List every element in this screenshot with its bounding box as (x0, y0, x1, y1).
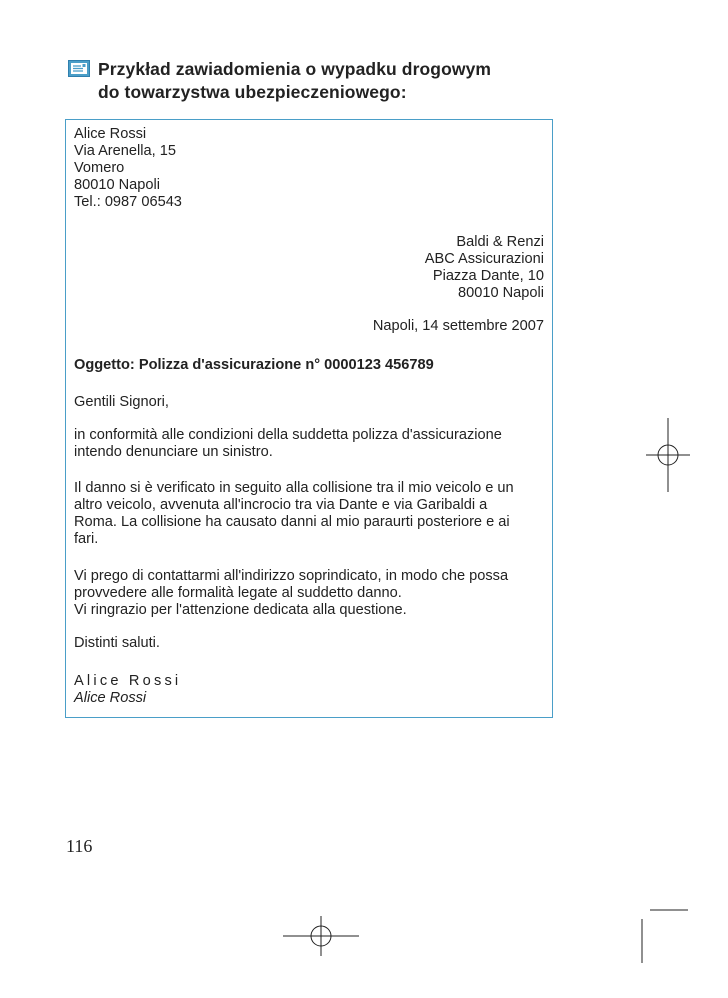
heading-line-2: do towarzystwa ubezpieczeniowego: (98, 82, 407, 102)
paragraph-line: provvedere alle formalità legate al suddetto danno. (74, 585, 402, 601)
letter-closing: Distinti saluti. (74, 635, 160, 651)
letter-date: Napoli, 14 settembre 2007 (372, 318, 544, 334)
paragraph-line: Il danno si è verificato in seguito alla collisione tra il mio veicolo e un (74, 480, 514, 496)
paragraph-line: Vi prego di contattarmi all'indirizzo soprindicato, in modo che possa (74, 568, 509, 584)
signature-typed: Alice Rossi (74, 673, 182, 689)
registration-mark-icon (646, 418, 708, 492)
heading-title (98, 58, 491, 104)
heading-line-1: Przykład zawiadomienia o wypadku drogowym (98, 59, 492, 79)
sender-address (74, 126, 182, 211)
registration-mark-icon (283, 916, 359, 966)
paragraph-line: Roma. La collisione ha causato danni al mio paraurti posteriore e ai (74, 514, 510, 530)
paragraph-line: fari. (74, 531, 99, 547)
page-number: 116 (66, 836, 93, 856)
sender-name: Alice Rossi (74, 126, 147, 142)
recipient-company: ABC Assicurazioni (424, 251, 544, 267)
recipient-street: Piazza Dante, 10 (432, 268, 544, 284)
paragraph-line: Vi ringrazio per l'attenzione dedicata alla questione. (74, 602, 407, 618)
letter-paragraph (74, 427, 502, 461)
recipient-name: Baldi & Renzi (456, 234, 544, 250)
paragraph-line: intendo denunciare un sinistro. (74, 444, 273, 460)
envelope-letter-icon (68, 60, 90, 77)
sender-city: 80010 Napoli (74, 177, 161, 193)
letter-paragraph (74, 480, 514, 548)
signature-italic: Alice Rossi (74, 690, 147, 706)
sender-district: Vomero (74, 160, 125, 176)
recipient-city: 80010 Napoli (457, 285, 544, 301)
paragraph-line: altro veicolo, avvenuta all'incrocio tra via Dante e via Garibaldi a (74, 497, 488, 513)
crop-mark-icon (640, 905, 690, 965)
paragraph-line: in conformità alle condizioni della suddetta polizza d'assicurazione (74, 427, 502, 443)
letter-subject: Oggetto: Polizza d'assicurazione n° 0000123 456789 (74, 357, 434, 373)
recipient-address (425, 234, 544, 302)
letter-salutation: Gentili Signori, (74, 394, 169, 410)
sender-phone: Tel.: 0987 06543 (74, 194, 182, 210)
sender-street: Via Arenella, 15 (74, 143, 176, 159)
letter-paragraph (74, 568, 508, 619)
